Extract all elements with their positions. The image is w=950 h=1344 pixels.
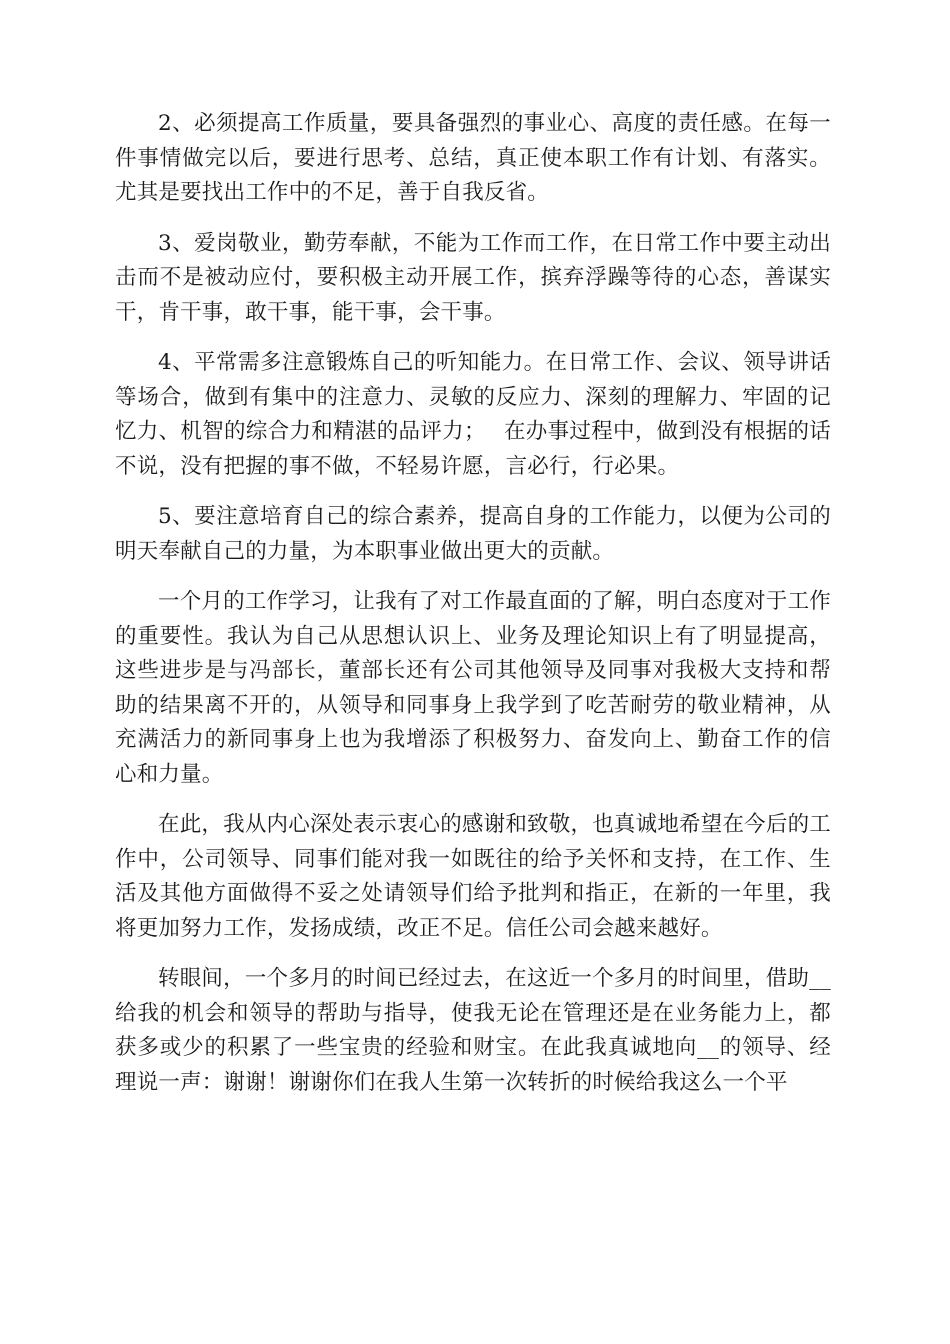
paragraph-reflection: 转眼间，一个多月的时间已经过去，在这近一个多月的时间里，借助__给我的机会和领导的帮助与指导，使我无论在管理还是在业务能力上，都获多或少的积累了一些宝贵的经验和财宝。在此我真诚地向__的领导、经理说一声：谢谢！谢谢你们在我人生第一次转折的时候给我这么一个平 xyxy=(115,966,831,1095)
paragraph-one-month-summary: 一个月的工作学习，让我有了对工作最直面的了解，明白态度对于工作的重要性。我认为自己从思想认识上、业务及理论知识上有了明显提高，这些进步是与冯部长，董部长还有公司其他领导及同事对我极大支持和帮助的结果离不开的，从领导和同事身上我学到了吃苦耐劳的敬业精神，从充满活力的新同事身上也为我增添了积极努力、奋发向上、勤奋工作的信心和力量。 xyxy=(115,589,831,787)
paragraph-quality: 2、必须提高工作质量，要具备强烈的事业心、高度的责任感。在每一件事情做完以后，要进行思考、总结，真正使本职工作有计划、有落实。尤其是要找出工作中的不足，善于自我反省。 xyxy=(115,111,831,205)
document-body xyxy=(115,107,831,1116)
paragraph-gratitude: 在此，我从内心深处表示衷心的感谢和致敬，也真诚地希望在今后的工作中，公司领导、同事们能对我一如既往的给予关怀和支持，在工作、生活及其他方面做得不妥之处请领导们给予批判和指正，在新的一年里，我将更加努力工作，发扬成绩，改正不足。信任公司会越来越好。 xyxy=(115,812,831,941)
paragraph-quality-training: 5、要注意培育自己的综合素养，提高自身的工作能力，以便为公司的明天奉献自己的力量，为本职事业做出更大的贡献。 xyxy=(115,504,831,564)
paragraph-listening: 4、平常需多注意锻炼自己的听知能力。在日常工作、会议、领导讲话等场合，做到有集中的注意力、灵敏的反应力、深刻的理解力、牢固的记忆力、机智的综合力和精湛的品评力； 在办事过程中，做到没有根据的话不说，没有把握的事不做，不轻易许愿，言必行，行必果。 xyxy=(115,350,831,479)
paragraph-dedication: 3、爱岗敬业，勤劳奉献，不能为工作而工作，在日常工作中要主动出击而不是被动应付，要积极主动开展工作，摈弃浮躁等待的心态，善谋实干，肯干事，敢干事，能干事，会干事。 xyxy=(115,230,831,325)
